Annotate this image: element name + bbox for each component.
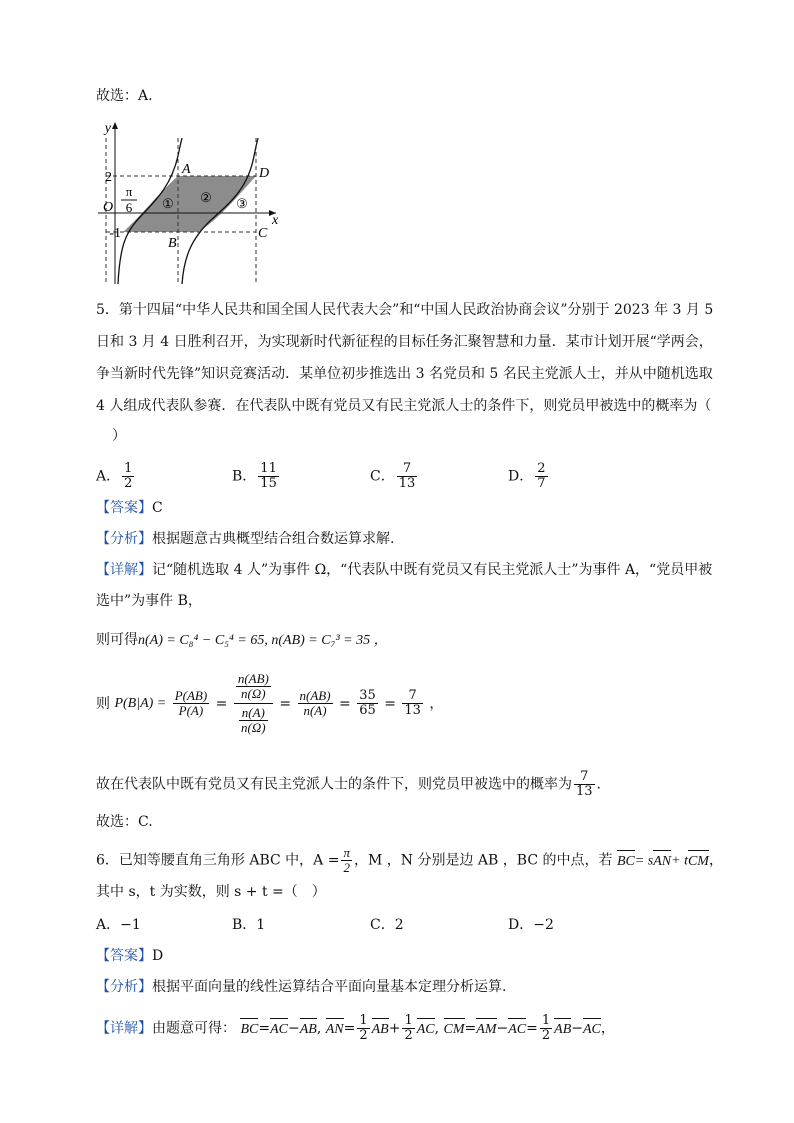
- q5-option-b[interactable]: B． $\frac{11}{15}$: [232, 461, 277, 491]
- q5-option-c[interactable]: C． $\frac{7}{13}$: [370, 461, 416, 491]
- q6-detail: 【详解】由题意可得： BC=AC−AB, AN= $\frac{1}{2}$ AB+ $\frac{1}{2}$ AC, CM=AM−AC= $\frac{1}{2}$ AB−AC，: [96, 1013, 615, 1043]
- q5-option-d[interactable]: D． $\frac{2}{7}$: [508, 461, 546, 491]
- x-label: x: [272, 213, 279, 228]
- q5-line-4: 4 人组成代表队参赛．在代表队中既有党员又有民主党派人士的条件下，则党员甲被选中的概率为（: [96, 398, 712, 414]
- q6-option-b[interactable]: B．1: [232, 917, 266, 933]
- region-2: ②: [200, 190, 212, 205]
- origin-label: O: [102, 200, 114, 215]
- q5-line-5: ）: [112, 428, 126, 444]
- q5-analysis: 【分析】根据题意古典概型结合组合数运算求解.: [96, 531, 395, 547]
- q6-answer: 【答案】D: [96, 948, 164, 964]
- q6-line-1: 6．已知等腰直角三角形 ABC 中，A = $\frac{\pi}{2}$ ，M ，N 分别是边 AB ，BC 的中点，若 BC= sAN+ tCM，: [96, 845, 723, 875]
- tick-6: 6: [125, 200, 133, 215]
- q5-calc-1: 则可得n(A) = C₈⁴ − C₅⁴ = 65, n(AB) = C₇³ = 35 ，: [96, 632, 388, 648]
- point-d: D: [259, 166, 270, 181]
- function-graph: [96, 116, 286, 288]
- region-3: ③: [236, 196, 248, 211]
- q6-option-d[interactable]: D．−2: [508, 917, 554, 933]
- q5-line-2: 日和 3 月 4 日胜利召开，为实现新时代新征程的目标任务汇聚智慧和力量．某市计划开展“学两会，: [96, 334, 713, 350]
- q5-line-1: 5．第十四届“中华人民共和国全国人民代表大会”和“中国人民政治协商会议”分别于 2023 年 3 月 5: [96, 302, 714, 318]
- q5-final: 故选：C.: [96, 814, 153, 830]
- q5-line-3: 争当新时代先锋”知识竞赛活动．某单位初步推选出 3 名党员和 5 名民主党派人士，并从中随机选取: [96, 366, 713, 382]
- y-label: y: [104, 121, 111, 136]
- q5-detail-2: 选中”为事件 B，: [96, 593, 202, 609]
- q6-analysis: 【分析】根据平面向量的线性运算结合平面向量基本定理分析运算.: [96, 979, 507, 995]
- region-1: ①: [162, 196, 174, 211]
- point-a: A: [182, 162, 191, 177]
- q5-option-a[interactable]: A． $\frac{1}{2}$: [96, 461, 133, 491]
- point-b: B: [168, 236, 177, 251]
- q5-answer: 【答案】C: [96, 500, 163, 516]
- q6-option-c[interactable]: C．2: [370, 917, 404, 933]
- q6-line-2: 其中 s，t 为实数，则 s + t =（ ）: [96, 884, 326, 900]
- prev-conclusion: 故选：A.: [96, 88, 153, 104]
- q5-conclusion: 故在代表队中既有党员又有民主党派人士的条件下，则党员甲被选中的概率为 $\frac{7}{13}$ .: [96, 769, 601, 799]
- tick-pi: π: [125, 184, 133, 199]
- tick-2: 2: [105, 170, 112, 185]
- point-c: C: [258, 226, 268, 241]
- tick-neg1: -1: [109, 226, 121, 241]
- q5-detail-1: 【详解】记“随机选取 4 人”为事件 Ω，“代表队中既有党员又有民主党派人士”为事件 A，“党员甲被: [96, 562, 713, 578]
- q5-probability: 则 P(B|A) = $\frac{P(AB)}{P(A)}$ = $\frac{\frac{n(AB)}{n(\Omega)}}{\frac{n(A)}{n(\Omega)}}$ = $\frac{n(AB)}{n(A)}$ = $\frac{35}{65}$ = $\frac{7}{13}$ ，: [96, 671, 444, 735]
- q6-option-a[interactable]: A．−1: [96, 917, 141, 933]
